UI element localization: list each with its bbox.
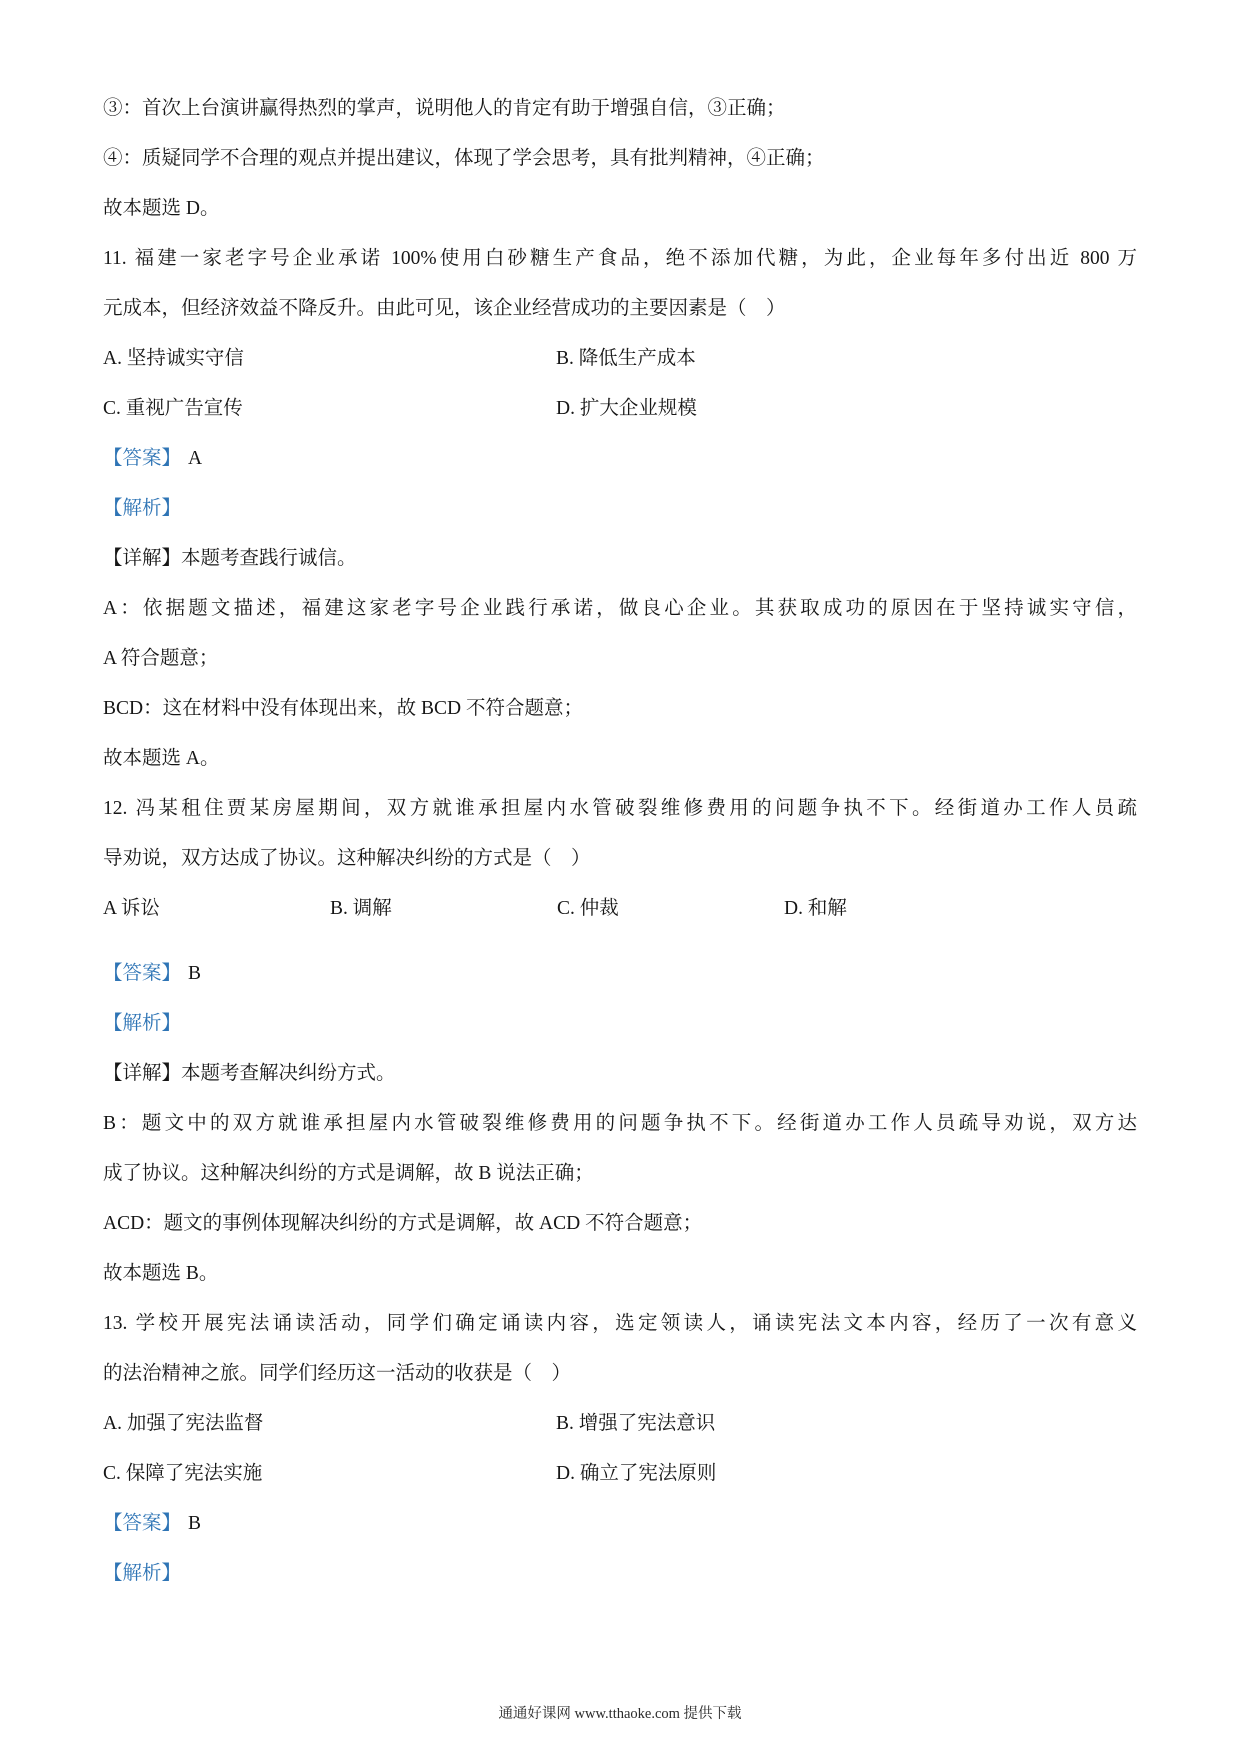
answer-line	[103, 949, 1137, 999]
question-12-stem-line: 12. 冯某租住贾某房屋期间，双方就谁承担屋内水管破裂维修费用的问题争执不下。经街道办工作人员疏	[103, 798, 1137, 819]
question-11-stem-line: 11. 福建一家老字号企业承诺 100%使用白砂糖生产食品，绝不添加代糖，为此，企业每年多付出近 800 万	[103, 248, 1137, 269]
option-d: D. 扩大企业规模	[556, 398, 697, 419]
answer-value: B	[188, 1513, 202, 1534]
option-b: B. 调解	[330, 898, 392, 919]
option-a: A. 加强了宪法监督	[103, 1413, 264, 1434]
explanation-line: ④：质疑同学不合理的观点并提出建议，体现了学会思考，具有批判精神，④正确；	[103, 148, 825, 169]
analysis-line	[103, 1549, 1137, 1599]
explanation-line: 成了协议。这种解决纠纷的方式是调解，故 B 说法正确；	[103, 1163, 594, 1184]
explanation-line: B：题文中的双方就谁承担屋内水管破裂维修费用的问题争执不下。经街道办工作人员疏导劝说，双方达	[103, 1113, 1137, 1134]
analysis-label: 【解析】	[103, 1563, 182, 1584]
answer-value: B	[188, 963, 202, 984]
document-body	[103, 84, 1137, 1599]
explanation-line: ACD：题文的事例体现解决纠纷的方式是调解，故 ACD 不符合题意；	[103, 1213, 703, 1234]
answer-label: 【答案】	[103, 448, 182, 469]
analysis-label: 【解析】	[103, 1013, 182, 1034]
option-a: A 诉讼	[103, 898, 160, 919]
question-12-options-row	[103, 884, 1137, 934]
explanation-line: A 符合题意；	[103, 648, 219, 669]
answer-value: A	[188, 448, 203, 469]
answer-line	[103, 434, 1137, 484]
page-footer: 通通好课网 www.tthaoke.com 提供下载	[498, 1706, 742, 1722]
answer-line	[103, 1499, 1137, 1549]
option-d: D. 确立了宪法原则	[556, 1463, 717, 1484]
explanation-line: ③：首次上台演讲赢得热烈的掌声，说明他人的肯定有助于增强自信，③正确；	[103, 98, 786, 119]
option-b: B. 降低生产成本	[556, 348, 696, 369]
option-c: C. 保障了宪法实施	[103, 1463, 263, 1484]
answer-label: 【答案】	[103, 963, 182, 984]
option-d: D. 和解	[784, 898, 847, 919]
analysis-label: 【解析】	[103, 498, 182, 519]
option-a: A. 坚持诚实守信	[103, 348, 244, 369]
analysis-line	[103, 484, 1137, 534]
question-13-stem-line: 的法治精神之旅。同学们经历这一活动的收获是（ ）	[103, 1363, 572, 1384]
question-13-options-row	[103, 1449, 1137, 1499]
question-12-stem-line: 导劝说，双方达成了协议。这种解决纠纷的方式是（ ）	[103, 848, 591, 869]
question-13-options-row	[103, 1399, 1137, 1449]
option-c: C. 仲裁	[557, 898, 619, 919]
explanation-line: BCD：这在材料中没有体现出来，故 BCD 不符合题意；	[103, 698, 583, 719]
conclusion-line: 故本题选 A。	[103, 748, 220, 769]
detail-line: 【详解】本题考查践行诚信。	[103, 548, 357, 569]
analysis-line	[103, 999, 1137, 1049]
conclusion-line: 故本题选 B。	[103, 1263, 219, 1284]
conclusion-line: 故本题选 D。	[103, 198, 220, 219]
detail-line: 【详解】本题考查解决纠纷方式。	[103, 1063, 396, 1084]
question-11-stem-line: 元成本，但经济效益不降反升。由此可见，该企业经营成功的主要因素是（ ）	[103, 298, 786, 319]
question-11-options-row	[103, 334, 1137, 384]
question-13-stem-line: 13. 学校开展宪法诵读活动，同学们确定诵读内容，选定领读人，诵读宪法文本内容，经历了一次有意义	[103, 1313, 1137, 1334]
explanation-line: A：依据题文描述，福建这家老字号企业践行承诺，做良心企业。其获取成功的原因在于坚持诚实守信，	[103, 598, 1137, 619]
question-11-options-row	[103, 384, 1137, 434]
answer-label: 【答案】	[103, 1513, 182, 1534]
option-c: C. 重视广告宣传	[103, 398, 243, 419]
option-b: B. 增强了宪法意识	[556, 1413, 716, 1434]
